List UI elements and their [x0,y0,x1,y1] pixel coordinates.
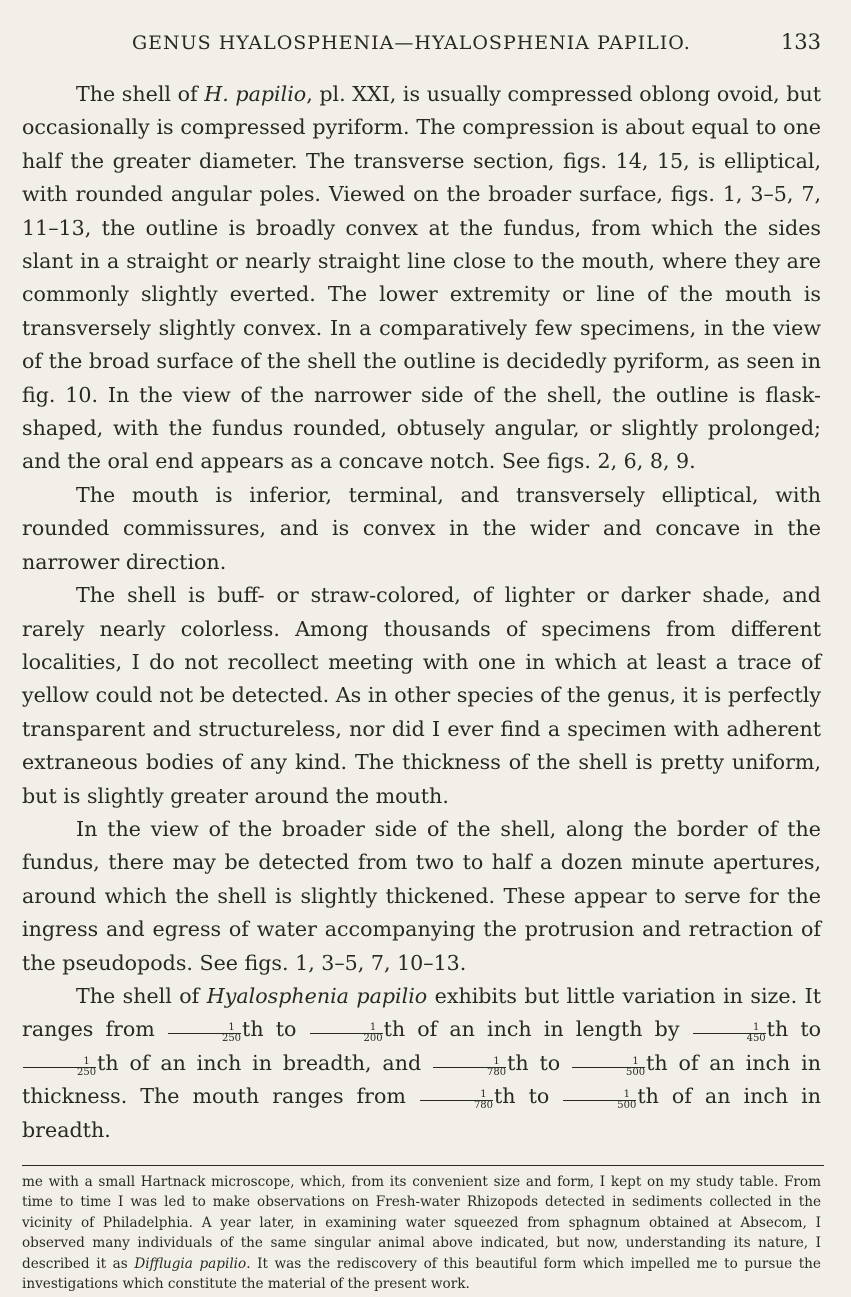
text-run: . It was the rediscovery of this beautiful form which impelled me to pursue the investigations which constitute the material of the present work. [22,1255,821,1293]
fraction: $\frac{1}{200}$ [310,1023,383,1044]
fraction: $\frac{1}{250}$ [168,1023,241,1044]
running-head: GENUS HYALOSPHENIA—HYALOSPHENIA PAPILIO. [132,32,691,54]
page-header [22,30,821,64]
text-run: th to [766,1017,822,1042]
fraction: $\frac{1}{780}$ [420,1090,493,1111]
fraction: $\frac{1}{450}$ [693,1023,766,1044]
footnote-rule [22,1165,824,1166]
paragraph-shell-shape [22,78,821,479]
text-run: th of an inch in length by [383,1017,692,1042]
species-name: H. papilio [204,82,307,106]
text-run: th to [494,1084,563,1109]
body-text [22,78,821,1147]
text-run: The shell of [76,82,205,106]
text-run: th to [507,1050,571,1075]
paragraph-size [22,980,821,1147]
text-run: th of an inch in breadth, and [97,1050,432,1075]
text-run: The shell of [76,983,207,1008]
fraction: $\frac{1}{250}$ [23,1057,96,1078]
paragraph-mouth: The mouth is inferior, terminal, and transversely elliptical, with rounded commissures, and is convex in the wider and concave in the narrower direction. [22,482,821,574]
species-name: Difflugia papilio [134,1255,247,1272]
fraction: $\frac{1}{500}$ [563,1090,636,1111]
text-run: exhibits but little variation in size. It ranges from [22,983,821,1042]
page-number: 133 [780,30,821,54]
paragraph-apertures: In the view of the broader side of the shell, along the border of the fundus, there may be detected from two to half a dozen minute apertures, around which the shell is slightly thickened. These appear to serve for the ingress and egress of water accompanying the protrusion and retraction of the pseudopods. See figs. 1, 3–5, 7, 10–13. [22,816,821,975]
species-name: Hyalosphenia papilio [206,983,428,1008]
text-run: me with a small Hartnack microscope, which, from its convenient size and form, I kept on my study table. From time to time I was led to make observations on Fresh-water Rhizopods detected in sediments collected in the vicinity of Philadelphia. A year later, in examining water squeezed from sphagnum obtained at Absecom, I observed many individuals of the same singular animal above indicated, but now, understanding its nature, I described it as [22,1174,821,1272]
text-run: th of an inch in thickness. The mouth ranges from [22,1050,821,1109]
text-run: th to [242,1017,309,1042]
fraction: $\frac{1}{500}$ [572,1057,645,1078]
fraction: $\frac{1}{780}$ [433,1057,506,1078]
footnote [22,1172,821,1294]
paragraph-color: The shell is buff- or straw-colored, of lighter or darker shade, and rarely nearly colorless. Among thousands of specimens from different localities, I do not recollect meeting with one in which at least a trace of yellow could not be detected. As in other species of the genus, it is perfectly transparent and structureless, nor did I ever find a specimen with adherent extraneous bodies of any kind. The thickness of the shell is pretty uniform, but is slightly greater around the mouth. [22,583,821,808]
text-run: th of an inch in breadth. [22,1084,821,1142]
text-run: , pl. XXI, is usually compressed oblong ovoid, but occasionally is compressed pyriform. The compression is about equal to one half the greater diameter. The transverse section, figs. 14, 15, is elliptical, with rounded angular poles. Viewed on the broader surface, figs. 1, 3–5, 7, 11–13, the outline is broadly convex at the fundus, from which the sides slant in a straight or nearly straight line close to the mouth, where they are commonly slightly everted. The lower extremity or line of the mouth is transversely slightly convex. In a comparatively few specimens, in the view of the broad surface of the shell the outline is decidedly pyriform, as seen in fig. 10. In the view of the narrower side of the shell, the outline is flask-shaped, with the fundus rounded, obtusely angular, or slightly prolonged; and the oral end appears as a concave notch. See figs. 2, 6, 8, 9. [22,82,822,474]
